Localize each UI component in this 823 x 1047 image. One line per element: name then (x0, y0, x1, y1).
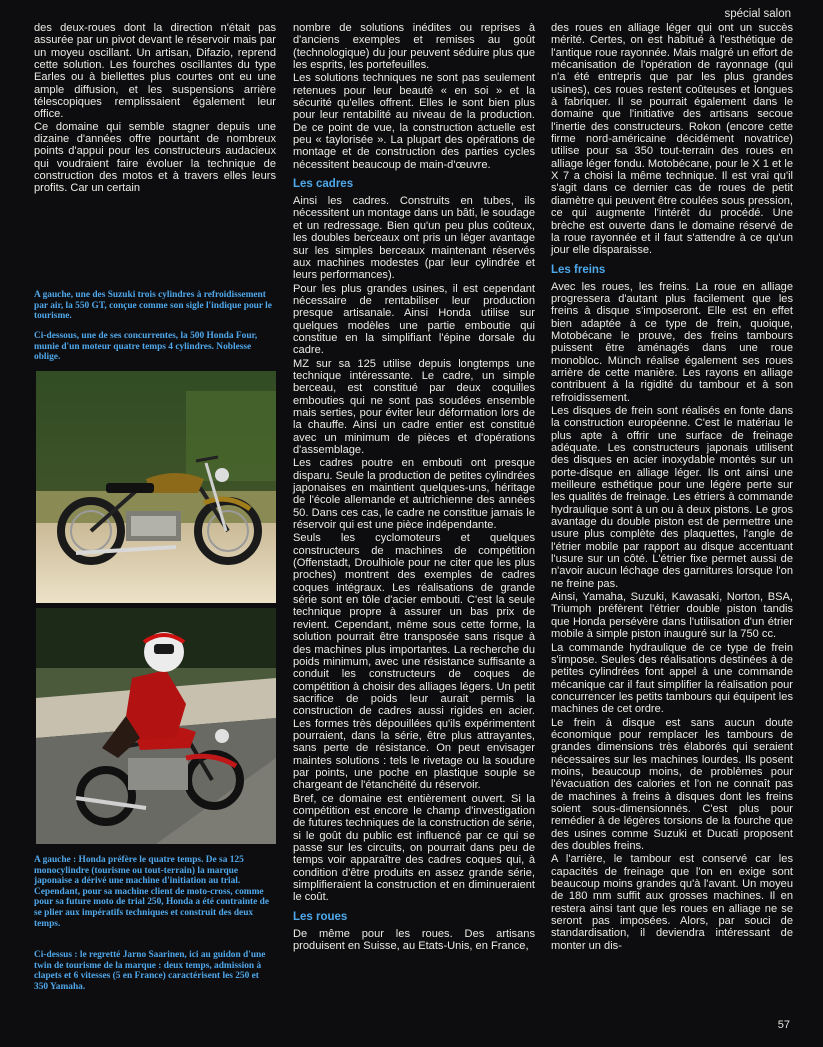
caption-saarinen: Ci-dessus : le regretté Jarno Saarinen, ici au guidon d'une twin de tourisme de la marque : deux temps, admission à clapets et 6 vitesses (5 en France) caractérisent les 250 et 350 Yamaha. (34, 950, 266, 992)
paragraph: Le frein à disque est sans aucun doute économique pour remplacer les tambours de grandes dimensions très élaborés qui seraient nécessaires sur les machines lourdes. Ils posent moins, beaucoup moins, de problèmes pour l'évacuation des calories et l'on ne connaît pas de machines à freins à disques dont les freins soient sous-dimensionnés. C'est plus pour remédier à de légères torsions de la fourche que des usines comme Suzuki et Ducati proposent des doubles freins. (551, 716, 793, 852)
column-3 (551, 22, 793, 952)
paragraph: Les solutions techniques ne sont pas seulement retenues pour leur beauté « en soi » et la sécurité qu'elles offrent. Elles le sont bien plus pour leur rentabilité au niveau de la production. De ce point de vue, la construction actuelle est peu « taylorisée ». La plupart des opérations de montage et de construction des parties cycles nécessitent beaucoup de main-d'œuvre. (293, 72, 535, 171)
photo-saarinen-yamaha (36, 608, 276, 844)
paragraph: De même pour les roues. Des artisans produisent en Suisse, au Etats-Unis, en France, (293, 927, 535, 953)
paragraph: Les disques de frein sont réalisés en fonte dans la construction européenne. C'est le matériau le plus apte à offrir une surface de freinage adéquate. Les constructeurs japonais utilisent des disques en acier inoxydable montés sur un porte-disque en alliage léger. Ils ont ainsi une meilleure esthétique pour une légère perte sur les qualités de freinage. Les étriers à commande hydraulique sont à un ou à deux pistons. Le gros avantage du double piston est de permettre une usure plus complète des plaquettes, l'angle de l'étrier mobile par rapport au disque accentuant l'usure sur un côté. L'étrier fixe permet aussi de n'avoir aucun léchage des garnitures lorsque l'on ne freine pas. (551, 404, 793, 590)
heading-roues: Les roues (293, 910, 348, 923)
section-header: spécial salon (724, 8, 791, 20)
paragraph: MZ sur sa 125 utilise depuis longtemps une technique intéressante. Le cadre, un simple berceau, est constitué par deux coquilles embouties qui ne sont pas soudées ensemble mais serties, pour éviter leur déformation lors de la chauffe. Ainsi un cadre entier est constitué avec un minimum de pièces et d'opérations d'assemblage. (293, 357, 535, 456)
paragraph: Bref, ce domaine est entièrement ouvert. Si la compétition est encore le champ d'investigation de futures techniques de la construction de série, si le goût du public est influencé par ce qui se passe sur les circuits, on pourrait dans peu de temps voir apparaître des cadres coques qui, à condition d'être produits en assez grande série, simplifieraient la construction et en diminueraient le coût. (293, 792, 535, 904)
paragraph: Ainsi, Yamaha, Suzuki, Kawasaki, Norton, BSA, Triumph préfèrent l'étrier double piston tandis que Honda persévère dans l'utilisation d'un étrier mobile à simple piston inauguré sur la 750 cc. (551, 591, 793, 641)
paragraph: Seuls les cyclomoteurs et quelques constructeurs de machines de compétition (Offenstadt, Droulhiole pour ne citer que les plus proches) montrent des exemples de cadres coques intégraux. Les réalisations de grande série sont en tôle d'acier embouti. C'est la seule technique propre à assurer un bas prix de revient. Cependant, même sous cette forme, la solution pourrait être transposée sans risque à des machines plus importantes. La recherche du poids minimum, avec une résistance suffisante a conduit les constructeurs de coques de compétition à choisir des alliages légers. Un petit sacrifice de poids leur aurait permis la construction de cadres aussi rigides en acier. Les formes très dépouillées qu'ils expérimentent pourraient, dans la série, être plus attrayantes, sans perte de résistance. On peut envisager maintes solutions : tels le rivetage ou la soudure par points, une poche en plastique souple se chargeant de l'étanchéité du réservoir. (293, 532, 535, 792)
paragraph: Avec les roues, les freins. La roue en alliage progressera d'autant plus facilement que les freins à disque s'imposeront. Elle est en effet bien adaptée à ce type de frein, quoique, Motobécane le prouve, des freins tambours puissent être aménagés dans une roue monobloc. Münch réalise également ses roues arrière de cette manière. Les rayons en alliage contribuent à la rigidité du tambour et à son refroidissement. (551, 280, 793, 404)
paragraph: La commande hydraulique de ce type de frein s'impose. Seules des réalisations destinées à de petites cylindrées font appel à une commande mécanique car il faut simplifier la réalisation pour concurrencer les petits tambours qui équipent les machines de cet ordre. (551, 641, 793, 716)
paragraph: des roues en alliage léger qui ont un succès mérité. Certes, on est habitué à l'esthétique de l'antique roue rayonnée. Mais malgré un effort de mécanisation de l'opération de rayonnage (qui n'a été entrepris que par les plus grandes usines), ces roues restent coûteuses et longues à fabriquer. Il se pourrait également dans le domaine que l'initiative des artisans secoue l'inertie des constructeurs. Rokon (encore cette firme nord-américaine décidément novatrice) utilise pour sa 350 tout-terrain des roues en alliage léger fondu. Motobécane, pour le X 1 et le X 7 a choisi la même technique. Il est vrai qu'il s'agit dans ce dernier cas de roues de petit diamètre qui peuvent être coulées sous pression, ce qui augmente l'intérêt du procédé. Une brèche est ouverte dans le domaine réservé de la roue rayonnée et il faut s'attendre à ce qu'un jour elle disparaisse. (551, 22, 793, 257)
paragraph: A l'arrière, le tambour est conservé car les capacités de freinage que l'on en exige sont beaucoup moins grandes qu'à l'avant. Un moyeu de 180 mm suffit aux grosses machines. Il en restera ainsi tant que les roues en alliage ne se seront pas imposées. Alors, par souci de standardisation, il deviendra intéressant de monter un dis- (551, 853, 793, 952)
paragraph: Les cadres poutre en embouti ont presque disparu. Seule la production de petites cylindrées japonaises en maintient quelques-uns, héritage de l'école allemande et autrichienne des années 50. Dans ces cas, le cadre ne constitue jamais le réservoir qui est une pièce indépendante. (293, 457, 535, 532)
paragraph: Ce domaine qui semble stagner depuis une dizaine d'années offre pourtant de nombreux points d'appui pour les constructeurs audacieux qui voudraient faire évoluer la technique de construction des motos et à travers elles leurs profits. Car un certain (34, 120, 276, 195)
caption-suzuki: A gauche, une des Suzuki trois cylindres à refroidissement par air, la 550 GT, conçue comme son sigle l'indique pour le tourisme. (34, 290, 272, 322)
paragraph: Pour les plus grandes usines, il est cependant nécessaire de rentabiliser leur production presque artisanale. Ainsi Honda utilise sur quelques modèles une partie emboutie qui constitue en la simplifiant l'épine dorsale du cadre. (293, 282, 535, 357)
page-number: 57 (777, 1019, 790, 1031)
heading-cadres: Les cadres (293, 178, 354, 191)
paragraph: Ainsi les cadres. Construits en tubes, ils nécessitent un montage dans un bâti, le soudage et un redressage. Bien qu'un peu plus coûteux, les doubles berceaux ont pris un léger avantage sur les simples berceaux maintenant réservés aux machines modestes (par leur cylindrée et leurs performances). (293, 195, 535, 282)
caption-honda-125: A gauche : Honda préfère le quatre temps. De sa 125 monocylindre (tourisme ou tout-terrain) la marque japonaise a dérivé une machine d'initiation au trial. Cependant, pour sa machine client de moto-cross, comme pour sa future moto de trial 250, Honda a été contrainte de se plier aux impératifs techniques et construit des deux temps. (34, 855, 270, 929)
paragraph: des deux-roues dont la direction n'était pas assurée par un pivot devant le réservoir mais par un moyeu oscillant. Un artisan, Difazio, reprend cette solution. Les fourches oscillantes du type Earles ou à biellettes plus courtes ont eu une ample diffusion, et les suspensions arrière télescopiques remplissaient également leur office. (34, 22, 276, 121)
photo-honda-500-four (36, 371, 276, 603)
caption-honda-four: Ci-dessous, une de ses concurrentes, la 500 Honda Four, munie d'un moteur quatre temps 4 cylindres. Noblesse oblige. (34, 331, 258, 363)
column-2 (293, 22, 535, 952)
heading-freins: Les freins (551, 263, 606, 276)
paragraph: nombre de solutions inédites ou reprises à d'anciens exemples et remises au goût (technologique) du jour peuvent séduire plus que les esprits, les portefeuilles. (293, 22, 535, 72)
column-1 (34, 22, 276, 195)
